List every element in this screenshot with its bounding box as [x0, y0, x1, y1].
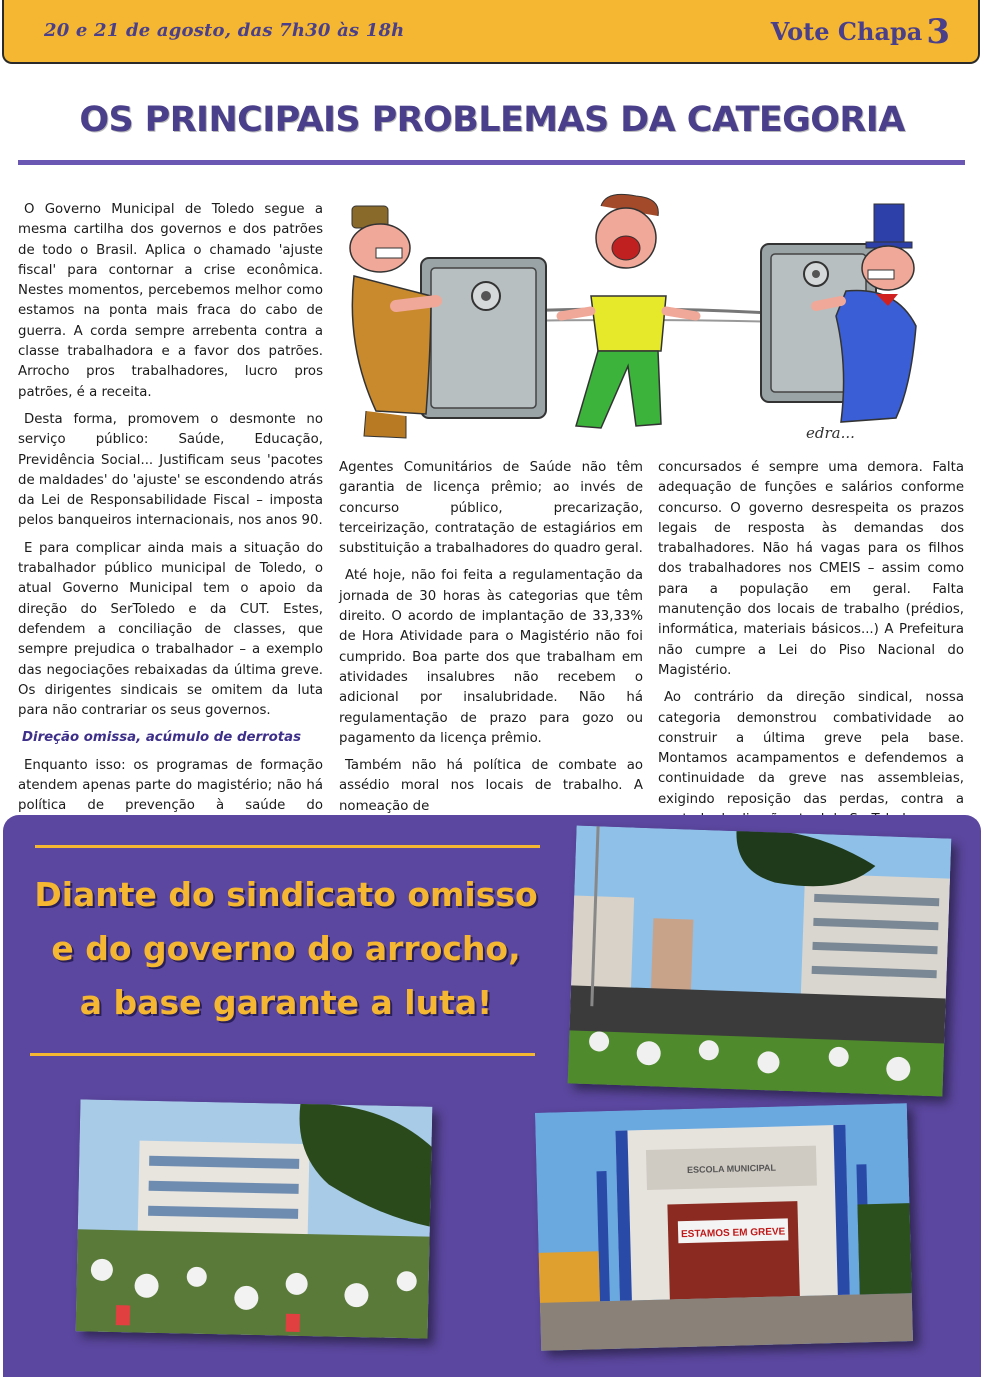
paragraph: Até hoje, não foi feita a regulamentação da jornada de 30 horas às categorias que têm direito. O acordo de implantação de 33,33% de Hora Atividade para o Magistério não foi cumprido. Boa parte dos que trabalham em atividades insalubres não recebem o adicional por insalubridade. Não há regulamentação de prazo para gozo ou pagamento da licença prêmio. — [339, 568, 643, 746]
paragraph: Enquanto isso: os programas de formação atendem apenas parte do magistério; não há política de prevenção à saúde do — [18, 757, 323, 814]
cartoon-signature: edra... — [806, 424, 855, 442]
vote-number: 3 — [926, 12, 950, 52]
slogan-line: a base garante a luta! — [79, 983, 493, 1022]
campaign-slogan — [6, 868, 566, 1030]
top-banner — [2, 0, 980, 64]
left-safe-icon — [421, 258, 546, 418]
paragraph: Agentes Comunitários de Saúde não têm garantia de licença prêmio; ao invés de concurso público, precarização, terceirização, contratação de estagiários em substituição a trabalhadores do quadro geral. — [339, 460, 643, 557]
article-column-1 — [18, 200, 323, 837]
strike-banner: ESTAMOS EM GREVE — [680, 1226, 786, 1241]
paragraph: concursados é sempre uma demora. Falta adequação de funções e salários conforme concurso. O governo desrespeita os prazos legais de resposta às demandas dos trabalhadores. Não há vagas para os filhos dos trabalhadores nos CMEIS – assim como para a população em geral. Falta manutenção dos locais de trabalho (prédios, informática, materiais básicos...) A Prefeitura não cumpre a Lei do Piso Nacional do Magistério. — [658, 460, 964, 678]
stretched-man-icon — [561, 194, 696, 428]
slogan-top-rule — [35, 845, 540, 848]
article-column-2 — [339, 458, 643, 817]
paragraph: Ao contrário da direção sindical, nossa categoria demonstrou combatividade ao construir a última greve pela base. Montamos acampamentos e defendemos a continuidade da greve nas assembleias, exigindo reposição das perdas, contra a — [658, 690, 964, 807]
subheading: Direção omissa, acúmulo de derrotas — [22, 730, 301, 746]
left-man-icon — [350, 206, 436, 438]
title-divider — [18, 160, 965, 165]
election-date: 20 e 21 de agosto, das 7h30 às 18h — [44, 20, 405, 41]
slogan-bottom-rule — [30, 1053, 535, 1056]
paragraph: O Governo Municipal de Toledo segue a mesma cartilha dos governos e dos patrões de todo o Brasil. Aplica o chamado 'ajuste fiscal' para contornar a crise econômica. Nestes momentos, percebemos melhor como estamos na ponta mais fraca do cabo de guerra. A corda sempre arrebenta contra a classe trabalhadora e a favor dos patrões. Arrocho pros trabalhadores, lucro pros patrões, é a receita. — [18, 202, 323, 400]
page-title: OS PRINCIPAIS PROBLEMAS DA CATEGORIA — [79, 100, 905, 140]
tug-of-war-cartoon — [336, 186, 926, 448]
article-column-3 — [658, 458, 964, 830]
slogan-line: e do governo do arrocho, — [51, 929, 521, 968]
rally-photo-2 — [76, 1099, 433, 1338]
rally-photo-1 — [568, 826, 952, 1097]
vote-slate — [771, 12, 950, 52]
school-sign: ESCOLA MUNICIPAL — [686, 1162, 777, 1175]
paragraph: Também não há política de combate ao assédio moral nos locais de trabalho. A nomeação de — [339, 758, 643, 814]
paragraph: E para complicar ainda mais a situação do trabalhador público municipal de Toledo, o atual Governo Municipal tem o apoio da direção do SerToledo e da CUT. Estes, defendem a conciliação de classes, que sempre prejudica o trabalhador – a exemplo das negociações rebaixadas da última greve. Os dirigentes sindicais se omitem da luta para não contrariar os seus governos. — [18, 540, 323, 719]
school-strike-photo — [535, 1103, 913, 1351]
vote-label: Vote Chapa — [770, 17, 923, 46]
slogan-line: Diante do sindicato omisso — [34, 875, 538, 914]
paragraph: Desta forma, promovem o desmonte no serviço público: Saúde, Educação, Previdência Social... Justificam seus 'pacotes de maldades' do 'ajuste' se escondendo atrás da Lei de Responsabilidade Fiscal – imposta pelos banqueiros internacionais, nos anos 90. — [18, 411, 323, 529]
